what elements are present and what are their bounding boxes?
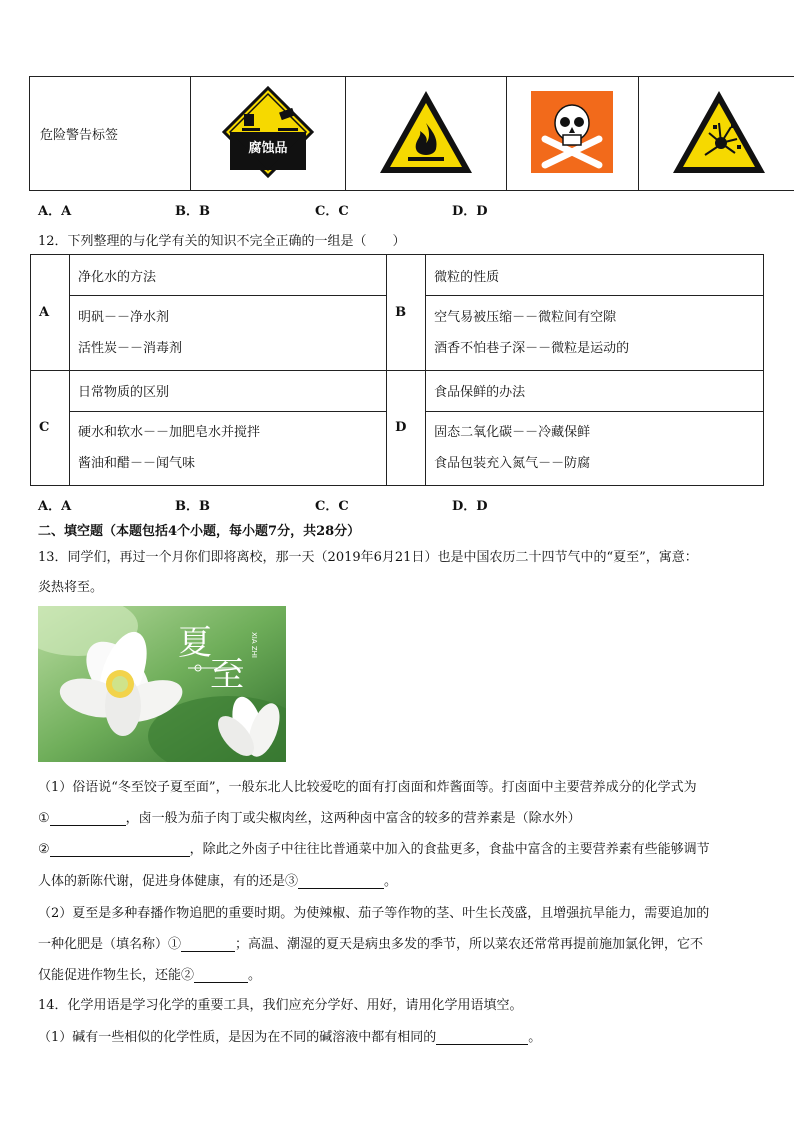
q13-blank-1[interactable]: [50, 811, 126, 826]
toxic-sign-cell: [506, 77, 638, 191]
q13-part2-line-3: [38, 964, 261, 983]
image-title-char-1: 夏: [178, 623, 212, 663]
q12-d-line-2: 食品包装充入氮气－－防腐: [434, 456, 591, 472]
q12-cell-c-letter: C: [31, 370, 70, 486]
q11-option-c[interactable]: C．C: [315, 204, 349, 219]
image-title-char-2: 至: [210, 655, 244, 695]
q12-stem: 12．下列整理的与化学有关的知识不完全正确的一组是（ ）: [38, 234, 406, 249]
image-pinyin: XIA ZHI: [250, 632, 258, 658]
q12-option-d[interactable]: D．D: [452, 499, 488, 514]
q13-part1-line-1: （1）俗语说“冬至饺子夏至面”，一般东北人比较爱吃的面有打卤面和炸酱面等。打卤面中主要营养成分的化学式为: [38, 780, 697, 795]
q13-intro-line-1: 13．同学们，再过一个月你们即将离校，那一天（2019年6月21日）也是中国农历二十四节气中的“夏至”，寓意：: [38, 550, 698, 565]
q13-part2-line-2: [38, 933, 703, 952]
q12-cell-b-body: [426, 296, 764, 371]
corrosive-sign-cell: [191, 77, 346, 191]
q12-cell-c-body: [70, 411, 387, 486]
q13-part2-line-2-text: 一种化肥是（填名称）①: [38, 937, 182, 952]
q14-part1-end: 。: [528, 1030, 542, 1045]
q13-part2-line-2-rest: ；高温、潮湿的夏天是病虫多发的季节，所以菜农还常常再提前施加氯化钾，它不: [235, 937, 704, 952]
q12-cell-b-title: 微粒的性质: [426, 255, 764, 296]
q13-part1-line-2: [38, 807, 581, 826]
q12-b-line-1: 空气易被压缩－－微粒间有空隙: [434, 309, 617, 325]
q13-part1-line-2-text: ，卤一般为茄子肉丁或尖椒肉丝，这两种卤中富含的较多的营养素是（除水外）: [125, 811, 581, 826]
q14-part1: [38, 1026, 541, 1045]
warning-label-table: [29, 76, 794, 191]
q12-option-a[interactable]: A．A: [38, 499, 72, 514]
q13-part1-line-3-text: ，除此之外卤子中往往比普通菜中加入的食盐更多，食盐中富含的主要营养素有些能够调节: [189, 842, 710, 857]
q14-blank-1[interactable]: [436, 1030, 528, 1045]
q13-blank-2[interactable]: [50, 842, 190, 857]
q12-option-c[interactable]: C．C: [315, 499, 349, 514]
q13-blank-1-marker: ①: [38, 811, 50, 826]
skull-crossbones-icon: [531, 91, 613, 173]
q11-option-d[interactable]: D．D: [452, 204, 488, 219]
corrosive-label: 腐蚀品: [248, 140, 288, 156]
explosive-icon: [669, 87, 769, 177]
q13-intro-line-2: 炎热将至。: [38, 580, 104, 595]
q12-cell-d-title: 食品保鲜的办法: [426, 370, 764, 411]
q13-blank-2-marker: ②: [38, 842, 50, 857]
section-heading: 二、填空题（本题包括4个小题，每小题7分，共28分）: [38, 524, 361, 539]
q12-knowledge-table: [30, 254, 764, 486]
flammable-icon: [376, 87, 476, 177]
flammable-sign-cell: [345, 77, 506, 191]
q13-blank-3[interactable]: [298, 874, 384, 889]
q12-cell-d-letter: D: [387, 370, 426, 486]
q12-option-b[interactable]: B．B: [175, 499, 210, 514]
q13-part1-line-4: [38, 870, 397, 889]
q12-cell-a-title: 净化水的方法: [70, 255, 387, 296]
q13-blank-5[interactable]: [194, 968, 248, 983]
q12-cell-d-body: [426, 411, 764, 486]
explosive-sign-cell: [638, 77, 794, 191]
warning-label-row-header: 危险警告标签: [30, 77, 191, 191]
q12-a-line-2: 活性炭－－消毒剂: [78, 340, 183, 356]
q14-part1-text: （1）碱有一些相似的化学性质，是因为在不同的碱溶液中都有相同的: [38, 1030, 437, 1045]
q13-part2-line-1: （2）夏至是多种春播作物追肥的重要时期。为使辣椒、茄子等作物的茎、叶生长茂盛，且增强抗旱能力，需要追加的: [38, 906, 710, 921]
q13-part1-line-3: [38, 838, 710, 857]
q14-stem: 14．化学用语是学习化学的重要工具，我们应充分学好、用好，请用化学用语填空。: [38, 998, 523, 1013]
q12-d-line-1: 固态二氧化碳－－冷藏保鲜: [434, 425, 591, 441]
summer-solstice-lotus-image: [38, 606, 286, 762]
q12-c-line-1: 硬水和软水－－加肥皂水并搅拌: [78, 425, 261, 441]
q13-part1-line-4-text: 人体的新陈代谢，促进身体健康，有的还是③: [38, 874, 299, 889]
q12-cell-a-letter: A: [31, 255, 70, 371]
q11-option-a[interactable]: A．A: [38, 204, 72, 219]
q13-part1-line-4-end: 。: [384, 874, 398, 889]
q13-blank-4[interactable]: [181, 937, 235, 952]
q12-c-line-2: 酱油和醋－－闻气味: [78, 456, 196, 472]
q12-b-line-2: 酒香不怕巷子深－－微粒是运动的: [434, 340, 630, 356]
q11-option-b[interactable]: B．B: [175, 204, 210, 219]
q12-cell-b-letter: B: [387, 255, 426, 371]
q13-part2-line-3-end: 。: [248, 968, 262, 983]
q12-cell-a-body: [70, 296, 387, 371]
q12-a-line-1: 明矾－－净水剂: [78, 309, 170, 325]
q13-part2-line-3-text: 仅能促进作物生长，还能②: [38, 968, 195, 983]
lotus-illustration: [38, 606, 286, 762]
corrosive-icon: [220, 84, 316, 180]
q12-cell-c-title: 日常物质的区别: [70, 370, 387, 411]
